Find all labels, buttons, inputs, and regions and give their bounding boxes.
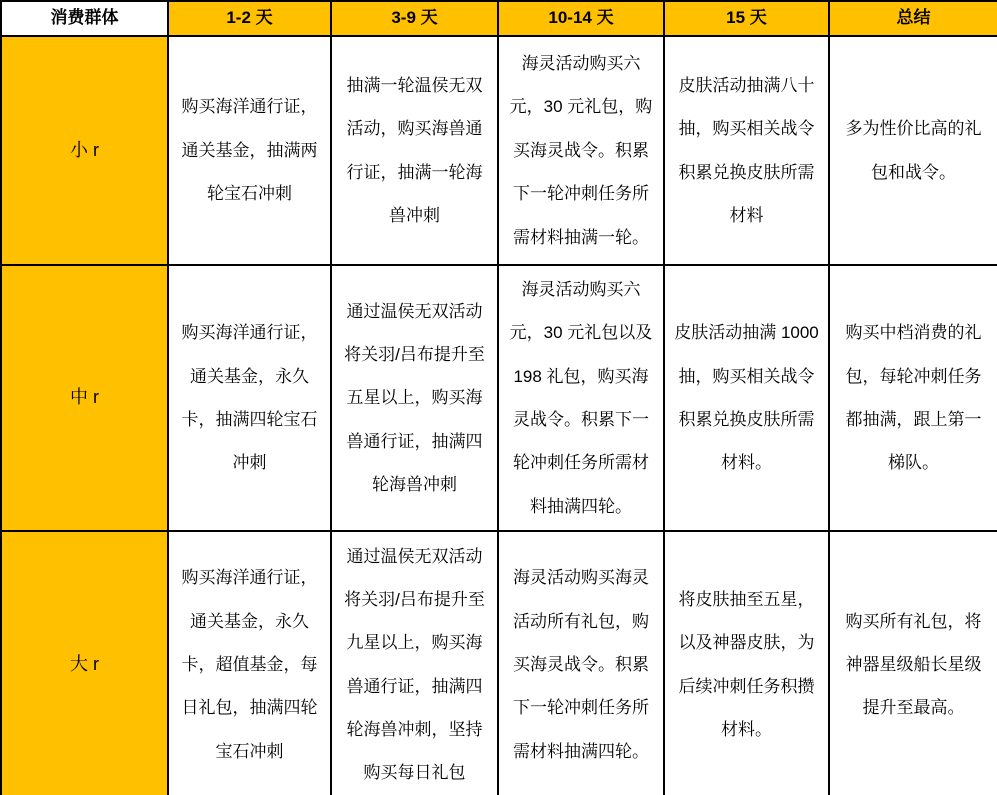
- table-cell: 通过温侯无双活动将关羽/吕布提升至九星以上，购买海兽通行证，抽满四轮海兽冲刺，坚持购买每日礼包: [331, 531, 498, 795]
- table-cell: 海灵活动购买六元，30 元礼包，购买海灵战令。积累下一轮冲刺任务所需材料抽满一轮。: [498, 36, 664, 265]
- table-cell: 购买中档消费的礼包，每轮冲刺任务都抽满，跟上第一梯队。: [829, 265, 997, 531]
- column-header-summary: 总结: [829, 1, 997, 36]
- table-cell: 海灵活动购买六元，30 元礼包以及 198 礼包，购买海灵战令。积累下一轮冲刺任务所需材料抽满四轮。: [498, 265, 664, 531]
- column-header-day-15: 15 天: [664, 1, 829, 36]
- table-cell: 将皮肤抽至五星，以及神器皮肤，为后续冲刺任务积攒材料。: [664, 531, 829, 795]
- table-cell: 皮肤活动抽满 1000 抽，购买相关战令积累兑换皮肤所需材料。: [664, 265, 829, 531]
- table-cell: 皮肤活动抽满八十抽，购买相关战令积累兑换皮肤所需材料: [664, 36, 829, 265]
- column-header-days-1-2: 1-2 天: [168, 1, 331, 36]
- row-group-cell-small-r: 小 r: [1, 36, 168, 265]
- table-row-mid-r: [1, 265, 997, 531]
- table-cell: 抽满一轮温侯无双活动，购买海兽通行证，抽满一轮海兽冲刺: [331, 36, 498, 265]
- table-cell: 多为性价比高的礼包和战令。: [829, 36, 997, 265]
- table-cell: 购买海洋通行证，通关基金，永久卡，超值基金，每日礼包，抽满四轮宝石冲刺: [168, 531, 331, 795]
- column-header-consumer-group: 消费群体: [1, 1, 168, 36]
- header-row: [1, 1, 997, 36]
- table-cell: 通过温侯无双活动将关羽/吕布提升至五星以上，购买海兽通行证，抽满四轮海兽冲刺: [331, 265, 498, 531]
- table-cell: 购买海洋通行证，通关基金，永久卡，抽满四轮宝石冲刺: [168, 265, 331, 531]
- table-row-big-r: [1, 531, 997, 795]
- table-cell: 海灵活动购买海灵活动所有礼包，购买海灵战令。积累下一轮冲刺任务所需材料抽满四轮。: [498, 531, 664, 795]
- table-row-small-r: [1, 36, 997, 265]
- column-header-days-10-14: 10-14 天: [498, 1, 664, 36]
- row-group-cell-big-r: 大 r: [1, 531, 168, 795]
- column-header-days-3-9: 3-9 天: [331, 1, 498, 36]
- table-cell: 购买所有礼包，将神器星级船长星级提升至最高。: [829, 531, 997, 795]
- table-cell: 购买海洋通行证，通关基金，抽满两轮宝石冲刺: [168, 36, 331, 265]
- row-group-cell-mid-r: 中 r: [1, 265, 168, 531]
